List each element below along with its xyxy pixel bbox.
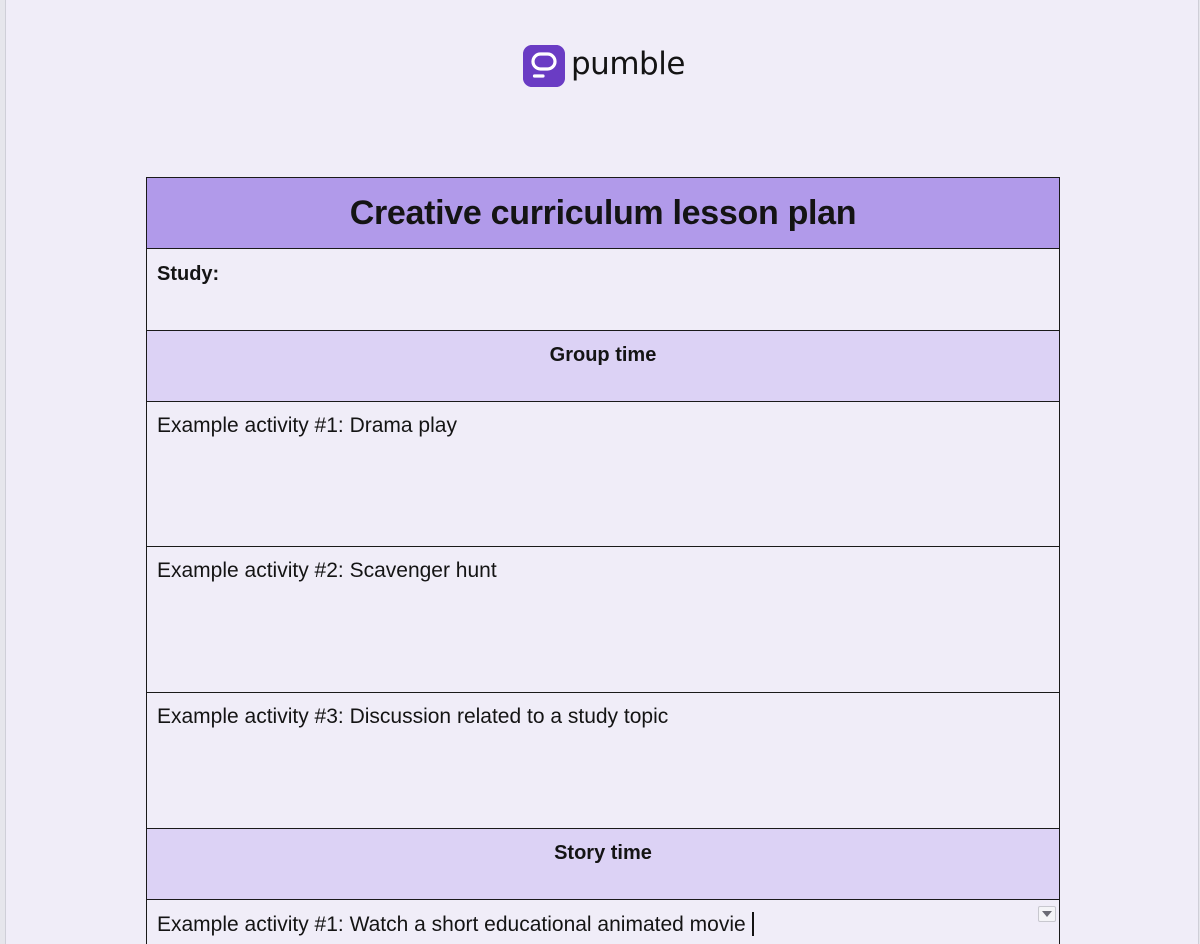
activity-cell[interactable] — [147, 693, 1060, 829]
activity-cell-active[interactable] — [147, 900, 1060, 944]
section-heading-group-time[interactable]: Group time — [147, 331, 1060, 402]
cell-dropdown-button[interactable] — [1038, 906, 1056, 922]
document-title[interactable]: Creative curriculum lesson plan — [147, 178, 1060, 249]
activity-text: Example activity #1: Drama play — [157, 414, 457, 437]
activity-cell[interactable] — [147, 547, 1060, 693]
activity-text: Example activity #2: Scavenger hunt — [157, 559, 497, 582]
brand-name: pumble — [571, 45, 685, 82]
study-label: Study: — [157, 263, 220, 285]
section-heading-story-time[interactable]: Story time — [147, 829, 1060, 900]
lesson-plan-table — [146, 177, 1060, 944]
activity-text: Example activity #3: Discussion related to a study topic — [157, 705, 669, 728]
text-cursor — [752, 912, 754, 936]
pumble-logo — [523, 44, 685, 88]
study-cell[interactable] — [147, 249, 1060, 331]
pumble-logo-icon — [523, 45, 565, 87]
triangle-down-icon — [1042, 911, 1052, 917]
document-page — [5, 0, 1199, 944]
activity-cell[interactable] — [147, 402, 1060, 547]
activity-text: Example activity #1: Watch a short educational animated movie — [157, 913, 746, 936]
